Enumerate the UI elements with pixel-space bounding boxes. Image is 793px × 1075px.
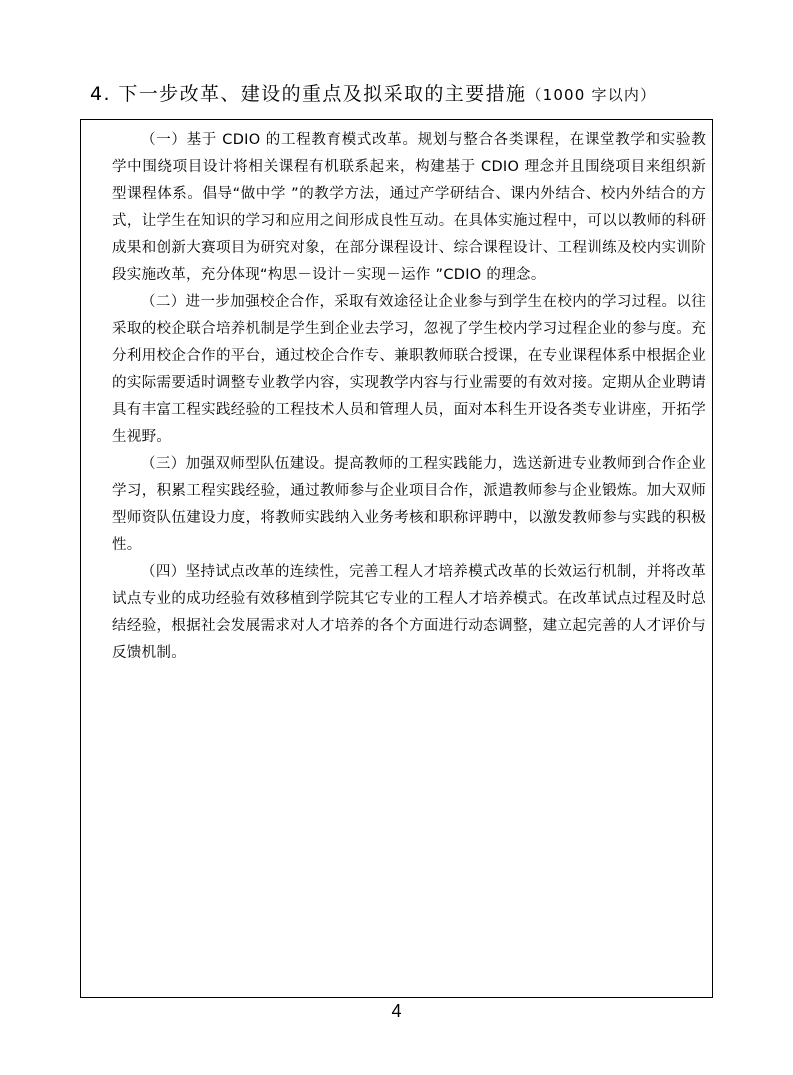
- page-number: 4: [391, 1001, 402, 1021]
- paragraph-3: （三）加强双师型队伍建设。提高教师的工程实践能力，选送新进专业教师到合作企业学习，积累工程实践经验，通过教师参与企业项目合作，派遣教师参与企业锻炼。加大双师型师资队伍建设力度，将教师实践纳入业务考核和职称评聘中，以激发教师参与实践的积极性。: [112, 456, 706, 553]
- content-text: [112, 127, 706, 667]
- paragraph-2: （二）进一步加强校企合作，采取有效途径让企业参与到学生在校内的学习过程。以往采取的校企联合培养机制是学生到企业去学习，忽视了学生校内学习过程企业的参与度。充分利用校企合作的平台，通过校企合作专、兼职教师联合授课，在专业课程体系中根据企业的实际需要适时调整专业教学内容，实现教学内容与行业需要的有效对接。定期从企业聘请具有丰富工程实践经验的工程技术人员和管理人员，面对本科生开设各类专业讲座，开拓学生视野。: [112, 294, 706, 445]
- section-heading: [90, 80, 656, 109]
- word-limit-note: （1000 字以内）: [526, 86, 657, 104]
- paragraph-1: （一）基于 CDIO 的工程教育模式改革。规划与整合各类课程，在课堂教学和实验教学中围绕项目设计将相关课程有机联系起来，构建基于 CDIO 理念并且围绕项目来组织新型课程体系。倡导“做中学 ”的教学方法，通过产学研结合、课内外结合、校内外结合的方式，让学生在知识的学习和应用之间形成良性互动。在具体实施过程中，可以以教师的科研成果和创新大赛项目为研究对象，在部分课程设计、综合课程设计、工程训练及校内实训阶段实施改革，充分体现“构思－设计－实现－运作 ”CDIO 的理念。: [112, 132, 706, 283]
- paragraph-4: （四）坚持试点改革的连续性，完善工程人才培养模式改革的长效运行机制，并将改革试点专业的成功经验有效移植到学院其它专业的工程人才培养模式。在改革试点过程及时总结经验，根据社会发展需求对人才培养的各个方面进行动态调整，建立起完善的人才评价与反馈机制。: [112, 564, 706, 661]
- section-title: 4. 下一步改革、建设的重点及拟采取的主要措施: [90, 83, 527, 105]
